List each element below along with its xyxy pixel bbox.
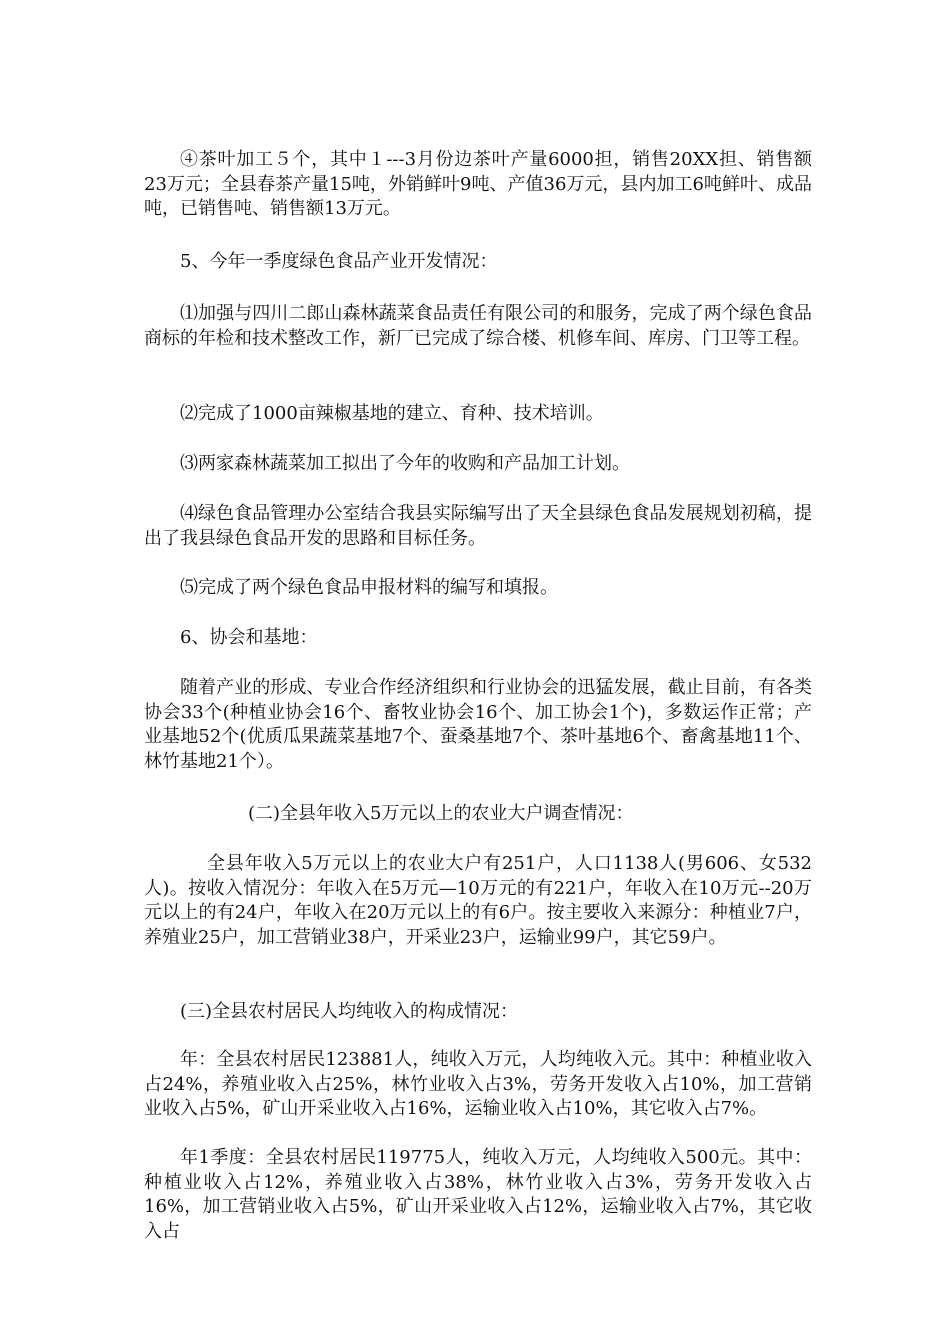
paragraph-large-households: 全县年收入5万元以上的农业大户有251户，人口1138人(男606、女532人)。按收入情况分：年收入在5万元—10万元的有221户，年收入在10万元--20万元以上的有24户，年收入在20万元以上的有6户。按主要收入来源分：种植业7户，养殖业25户，加工营销业38户，开采业23户，运输业99户，其它59户。 bbox=[144, 853, 812, 948]
paragraph-green-food-2: ⑵完成了1000亩辣椒基地的建立、育种、技术培训。 bbox=[180, 403, 604, 424]
paragraph-green-food-4: ⑷绿色食品管理办公室结合我县实际编写出了天全县绿色食品发展规划初稿，提出了我县绿色食品开发的思路和目标任务。 bbox=[144, 503, 812, 549]
paragraph-green-food-1: ⑴加强与四川二郎山森林蔬菜食品责任有限公司的和服务，完成了两个绿色食品商标的年检和技术整改工作，新厂已完成了综合楼、机修车间、库房、门卫等工程。 bbox=[144, 303, 812, 349]
paragraph-income-q1: 年1季度：全县农村居民119775人，纯收入万元，人均纯收入500元。其中：种植业收入占12%，养殖业收入占38%，林竹业收入占3%，劳务开发收入占16%，加工营销业收入占5%，矿山开采业收入占12%，运输业收入占7%，其它收入占 bbox=[144, 1147, 812, 1242]
paragraph-green-food-3: ⑶两家森林蔬菜加工拟出了今年的收购和产品加工计划。 bbox=[180, 453, 630, 474]
heading-associations: 6、协会和基地： bbox=[180, 627, 318, 648]
heading-green-food: 5、今年一季度绿色食品产业开发情况： bbox=[180, 251, 498, 272]
heading-income-structure: (三)全县农村居民人均纯收入的构成情况： bbox=[180, 1001, 519, 1022]
paragraph-associations: 随着产业的形成、专业合作经济组织和行业协会的迅猛发展，截止目前，有各类协会33个(种植业协会16个、畜牧业协会16个、加工协会1个)，多数运作正常；产业基地52个(优质瓜果蔬菜基地7个、蚕桑基地7个、茶叶基地6个、畜禽基地11个、林竹基地21个）。 bbox=[144, 677, 812, 772]
paragraph-green-food-5: ⑸完成了两个绿色食品申报材料的编写和填报。 bbox=[180, 577, 558, 598]
heading-large-households: (二)全县年收入5万元以上的农业大户调查情况： bbox=[248, 803, 634, 824]
paragraph-tea-processing: ④茶叶加工５个，其中１---3月份边茶叶产量6000担，销售20XX担、销售额23万元；全县春茶产量15吨，外销鲜叶9吨、产值36万元，县内加工6吨鲜叶、成品吨，已销售吨、销售额13万元。 bbox=[144, 149, 812, 219]
paragraph-income-year: 年：全县农村居民123881人，纯收入万元，人均纯收入元。其中：种植业收入占24%，养殖业收入占25%，林竹业收入占3%，劳务开发收入占10%，加工营销业收入占5%，矿山开采业收入占16%，运输业收入占10%，其它收入占7%。 bbox=[144, 1049, 812, 1119]
